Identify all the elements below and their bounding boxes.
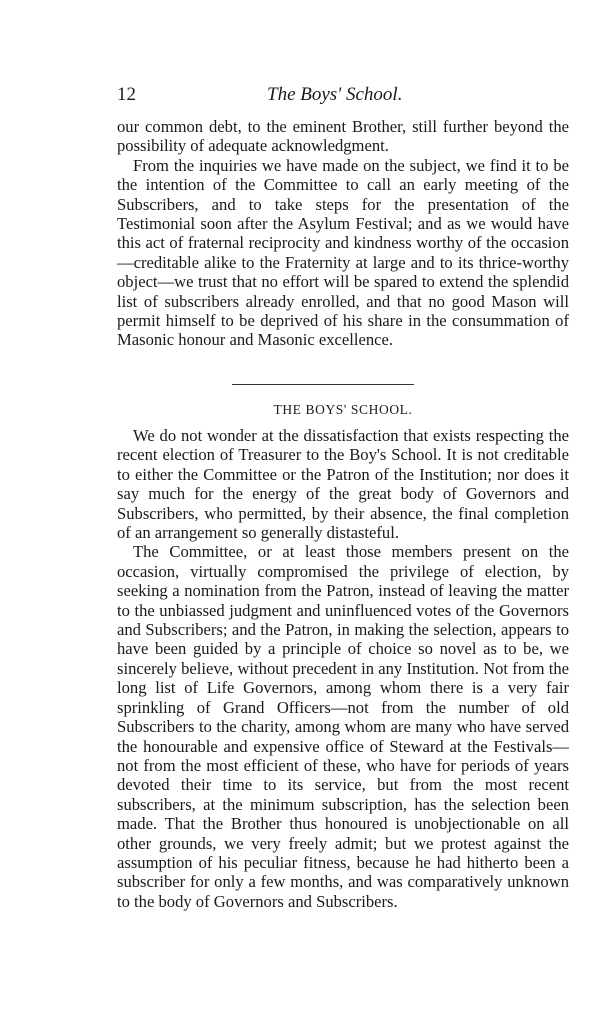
page-header bbox=[117, 84, 569, 110]
section-heading: THE BOYS' SCHOOL. bbox=[273, 402, 413, 417]
running-title: The Boys' School. bbox=[267, 84, 403, 105]
page-number: 12 bbox=[117, 84, 136, 105]
section-two-text bbox=[117, 426, 569, 911]
section-divider bbox=[232, 384, 414, 385]
paragraph: We do not wonder at the dissatisfaction that exists respecting the recent election of Treasurer to the Boy's School. It is not creditable to either the Committee or the Patron of the Institution; nor does it say much for the energy of the great body of Governors and Subscribers, who permitted, by their absence, the final completion of an arrangement so generally distasteful. bbox=[117, 426, 569, 543]
paragraph: our common debt, to the eminent Brother, still further beyond the possibility of adequate acknowledgment. bbox=[117, 117, 569, 156]
paragraph: From the inquiries we have made on the subject, we find it to be the intention of the Committee to call an early meeting of the Subscribers, and to take steps for the presentation of the Testimonial soon after the Asylum Festival; and as we would have this act of fraternal reciprocity and kindness worthy of the occasion—creditable alike to the Fraternity at large and to its thrice-worthy object—we trust that no effort will be spared to extend the splendid list of subscribers already enrolled, and that no good Mason will permit himself to be deprived of his share in the consummation of Masonic honour and Masonic excellence. bbox=[117, 155, 569, 350]
section-one-text bbox=[117, 117, 569, 350]
paragraph: The Committee, or at least those members present on the occasion, virtually compromised the privilege of election, by seeking a nomination from the Patron, instead of leaving the matter to the unbiassed judgment and uninfluenced votes of the Governors and Subscribers; and the Patron, in making the selection, appears to have been guided by a principle of choice so novel as to be, we sincerely believe, without precedent in any Institution. Not from the long list of Life Governors, among whom there is a very fair sprinkling of Grand Officers—not from the number of old Subscribers to the charity, among whom are many who have served the honourable and expensive office of Steward at the Festivals—not from the most efficient of these, who have for periods of years devoted their time to its service, but from the most recent subscribers, at the minimum subscription, has the selection been made. That the Brother thus honoured is unobjectionable on all other grounds, we very freely admit; but we protest against the assumption of his peculiar fitness, because he had hitherto been a subscriber for only a few months, and was comparatively unknown to the body of Governors and Subscribers. bbox=[117, 542, 569, 911]
